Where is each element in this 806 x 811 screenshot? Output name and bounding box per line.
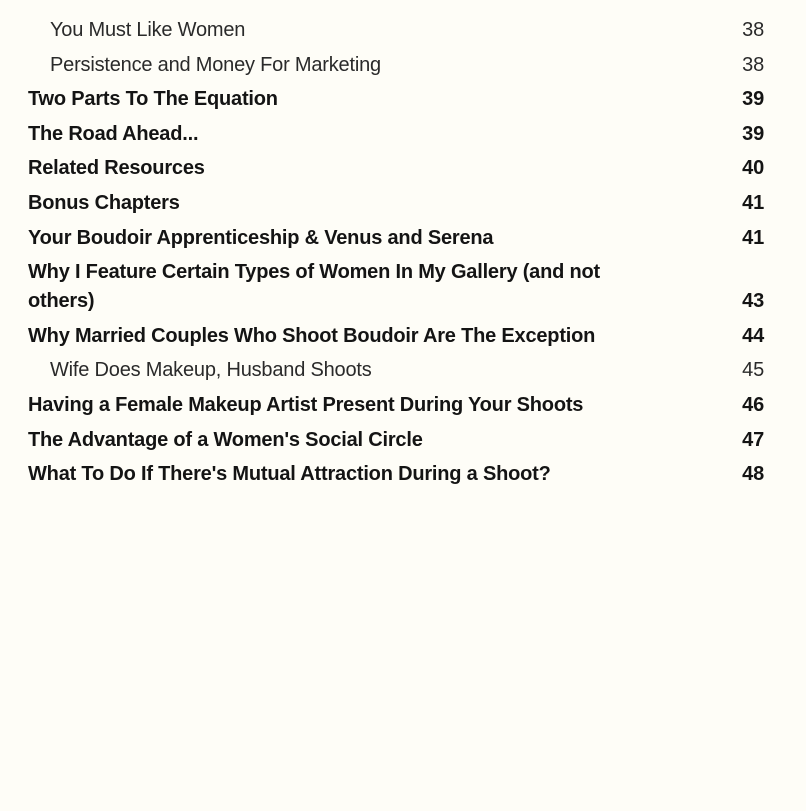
- table-of-contents: [28, 16, 764, 495]
- toc-entry-page: 41: [742, 226, 764, 249]
- toc-entry-title[interactable]: Related Resources: [28, 157, 205, 180]
- toc-entry[interactable]: [28, 16, 764, 45]
- toc-entry-title[interactable]: Your Boudoir Apprenticeship & Venus and Serena: [28, 226, 494, 249]
- toc-entry-page: 39: [742, 88, 764, 111]
- toc-entry-title[interactable]: You Must Like Women: [50, 19, 246, 41]
- toc-entry-page: 48: [742, 463, 764, 486]
- toc-entry[interactable]: [28, 189, 764, 218]
- toc-entry-page: 46: [742, 393, 764, 416]
- toc-entry[interactable]: [28, 322, 764, 351]
- toc-entry[interactable]: [28, 224, 764, 253]
- toc-entry-title[interactable]: Wife Does Makeup, Husband Shoots: [50, 359, 372, 382]
- toc-entry-page: 39: [742, 122, 764, 145]
- toc-entry-page: 45: [742, 359, 764, 382]
- toc-entry[interactable]: [28, 120, 764, 149]
- toc-entry[interactable]: [28, 356, 764, 385]
- toc-entry-title[interactable]: Persistence and Money For Marketing: [50, 53, 381, 76]
- toc-entry-page: 41: [742, 191, 764, 214]
- toc-entry-page: 40: [742, 157, 764, 180]
- toc-entry-title[interactable]: The Road Ahead...: [28, 122, 199, 145]
- toc-entry[interactable]: [28, 51, 764, 80]
- toc-entry-title[interactable]: Having a Female Makeup Artist Present During Your Shoots: [28, 393, 584, 416]
- toc-entry-title[interactable]: Why Married Couples Who Shoot Boudoir Are The Exception: [28, 324, 596, 347]
- toc-entry-title[interactable]: The Advantage of a Women's Social Circle: [28, 428, 423, 451]
- toc-entry-page: 43: [742, 290, 764, 313]
- toc-entry[interactable]: [28, 426, 764, 455]
- toc-entry-title[interactable]: Bonus Chapters: [28, 191, 180, 214]
- toc-entry-page: 38: [742, 53, 764, 76]
- toc-entry[interactable]: [28, 460, 764, 489]
- toc-entry-title[interactable]: Why I Feature Certain Types of Women In My Gallery (and not others): [28, 261, 600, 313]
- toc-entry[interactable]: [28, 258, 764, 316]
- toc-entry[interactable]: [28, 154, 764, 183]
- toc-entry[interactable]: [28, 85, 764, 114]
- toc-entry-title[interactable]: What To Do If There's Mutual Attraction During a Shoot?: [28, 463, 551, 486]
- toc-entry-page: 38: [742, 19, 764, 41]
- toc-entry-page: 47: [742, 428, 764, 451]
- toc-entry-page: 44: [742, 324, 764, 347]
- toc-entry-title[interactable]: Two Parts To The Equation: [28, 88, 278, 111]
- toc-entry[interactable]: [28, 391, 764, 420]
